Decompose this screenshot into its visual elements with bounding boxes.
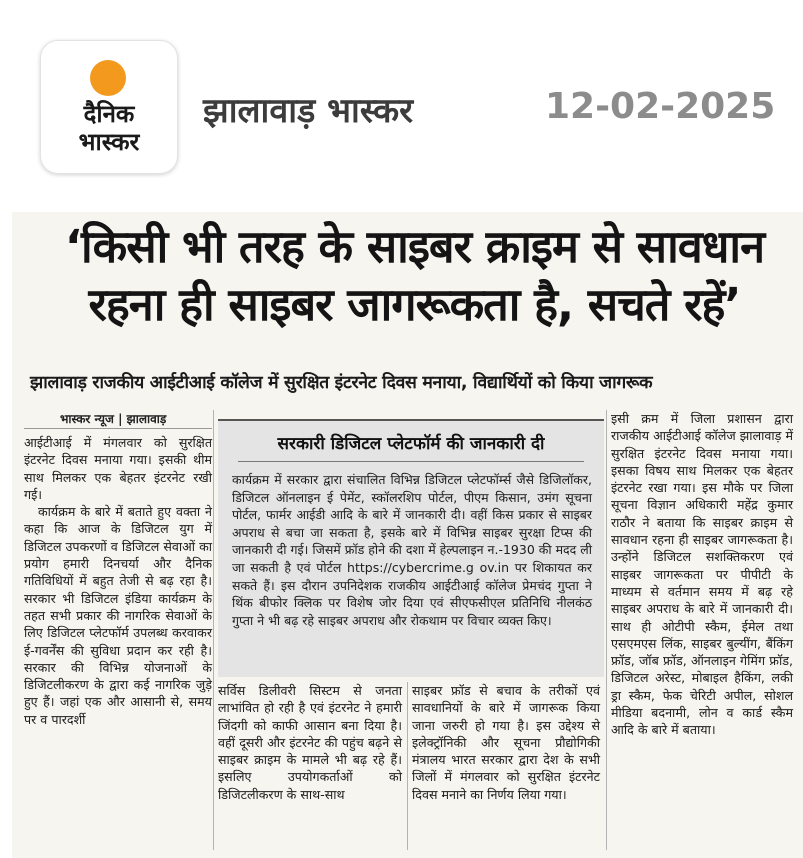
subheadline: झालावाड़ राजकीय आईटीआई कॉलेज में सुरक्षित इंटरनेट दिवस मनाया, विद्यार्थियों को किया जागरूक (30, 373, 653, 393)
edition-title: झालावाड़ भास्कर (203, 91, 414, 131)
info-box (218, 419, 604, 677)
column-2-text: सर्विस डिलीवरी सिस्टम से जनता लाभांवित हो रही है एवं इंटरनेट ने हमारी जिंदगी को काफी आसान बना दिया है। वहीं दूसरी और इंटरनेट की पहुंच बढ़ने से साइबर क्राइम के मामले भी बढ़ रहे हैं। इसलिए उपयोगकर्ताओं को डिजिटलीकरण के साथ-साथ (218, 683, 402, 802)
byline-rule (24, 428, 212, 429)
headline (32, 218, 797, 334)
newspaper-clipping (12, 212, 803, 858)
info-box-rule (238, 461, 584, 462)
info-box-text: कार्यक्रम में सरकार द्वारा संचालित विभिन्न डिजिटल प्लेटफॉर्म्स जैसे डिजिलॉकर, डिजिटल ऑनलाइन ई पेमेंट, स्कॉलरशिप पोर्टल, पीएम किसान, उमंग सूचना पोर्टल, फार्मर आईडी आदि के बारे में जानकारी दी। वहीं किस प्रकार से साइबर अपराध से बचा जा सकता है, इसके बारे में विभिन्न साइबर सुरक्षा टिप्स की जानकारी दी गई। जिसमें फ्रॉड होने की दशा में हेल्पलाइन न.-1930 की मदद ली जा सकती है एवं पोर्टल https://cybercrime.g ov.in पर शिकायत कर सकते हैं। इस दौरान उपनिदेशक राजकीय आईटीआई कॉलेज प्रेमचंद गुप्ता ने थिंक बीफोर क्लिक पर विशेष जोर दिया एवं सीएफसीएल प्रतिनिधि नीलकंठ गुप्ता ने भी बढ़ रहे साइबर अपराध और रोकथाम पर विचार व्यक्त किए। (232, 472, 593, 628)
dainik-bhaskar-logo (40, 40, 178, 174)
logo-word-bhaskar: भास्कर (78, 128, 140, 156)
column-4 (611, 410, 793, 739)
byline: भास्कर न्यूज | झालावाड़ (60, 412, 167, 426)
logo-word-dainik: दैनिक (83, 100, 135, 128)
edition-date: 12-02-2025 (545, 86, 776, 127)
column-3-text: साइबर फ्रॉड से बचाव के तरीकों एवं सावधानियों के बारे में जागरूक किया जाना जरुरी हो गया है। इस उद्देश्य से इलेक्ट्रॉनिकी और सूचना प्रौद्योगिकी मंत्रालय भारत सरकार द्वारा देश के सभी जिलों में मंगलवार को सुरक्षित इंटरनेट दिवस मनाने का निर्णय लिया गया। (412, 683, 600, 802)
column-divider (407, 682, 408, 850)
column-3 (412, 682, 600, 803)
column-divider (213, 410, 214, 850)
headline-line-2: रहना ही साइबर जागरूकता है, सचते रहें’ (88, 278, 741, 331)
column-4-text: इसी क्रम में जिला प्रशासन द्वारा राजकीय आईटीआई कॉलेज झालावाड़ में सुरक्षित इंटरनेट दिवस मनाया गया। इसका विषय साथ मिलकर एक बेहतर इंटरनेट रखा गया। इस मौके पर जिला सूचना विज्ञान अधिकारी महेंद्र कुमार राठौर ने बताया कि साइबर क्राइम से सावधान रहना ही साइबर जागरूकता है। उन्होंने डिजिटल सशक्तिकरण एवं साइबर जागरूकता पर पीपीटी के माध्यम से वर्तमान समय में बढ़ रहे साइबर अपराध के बारे में जानकारी दी। साथ ही ओटीपी स्कैम, ईमेल तथा एसएमएस लिंक, साइबर बुल्यींग, बैंकिंग फ्रॉड, जॉब फ्रॉड, ऑनलाइन गेमिंग फ्रॉड, डिजिटल अरेस्ट, मोबाइल हैकिंग, लकी ड्रा स्कैम, फेक चेरिटी अपील, सोशल मीडिया बदनामी, लोन व कार्ड स्कैम आदि के बारे में बताया। (611, 411, 793, 738)
header (0, 0, 803, 200)
column-1 (24, 434, 212, 728)
column-1-paragraph-1: आईटीआई में मंगलवार को सुरक्षित इंटरनेट दिवस मनाया गया। इसकी थीम साथ मिलकर एक बेहतर इंटरनेट रखी गई। (24, 435, 212, 502)
sun-icon (90, 60, 126, 96)
column-1-paragraph-2: कार्यक्रम के बारे में बताते हुए वक्ता ने कहा कि आज के डिजिटल युग में डिजिटल उपकरणों व डिजिटल सेवाओं का प्रयोग हमारी दिनचर्या और दैनिक गतिविधियों में बहुत तेजी से बढ़ रहा है। सरकार भी डिजिटल इंडिया कार्यक्रम के तहत सभी प्रकार की नागरिक सेवाओं के लिए डिजिटल प्लेटफॉर्म उपलब्ध करवाकर ई-गवर्नेंस की सुविधा प्रदान कर रही है। सरकार की विभिन्न योजनाओं के डिजिटलीकरण के द्वारा कई नागरिक जुड़े हुए हैं। जहां एक और आसानी से, समय पर व पारदर्शी (24, 504, 212, 727)
info-box-title: सरकारी डिजिटल प्लेटफॉर्म की जानकारी दी (277, 434, 545, 454)
column-2 (218, 682, 402, 803)
column-divider (606, 410, 607, 850)
headline-line-1: ‘किसी भी तरह के साइबर क्राइम से सावधान (64, 220, 765, 273)
